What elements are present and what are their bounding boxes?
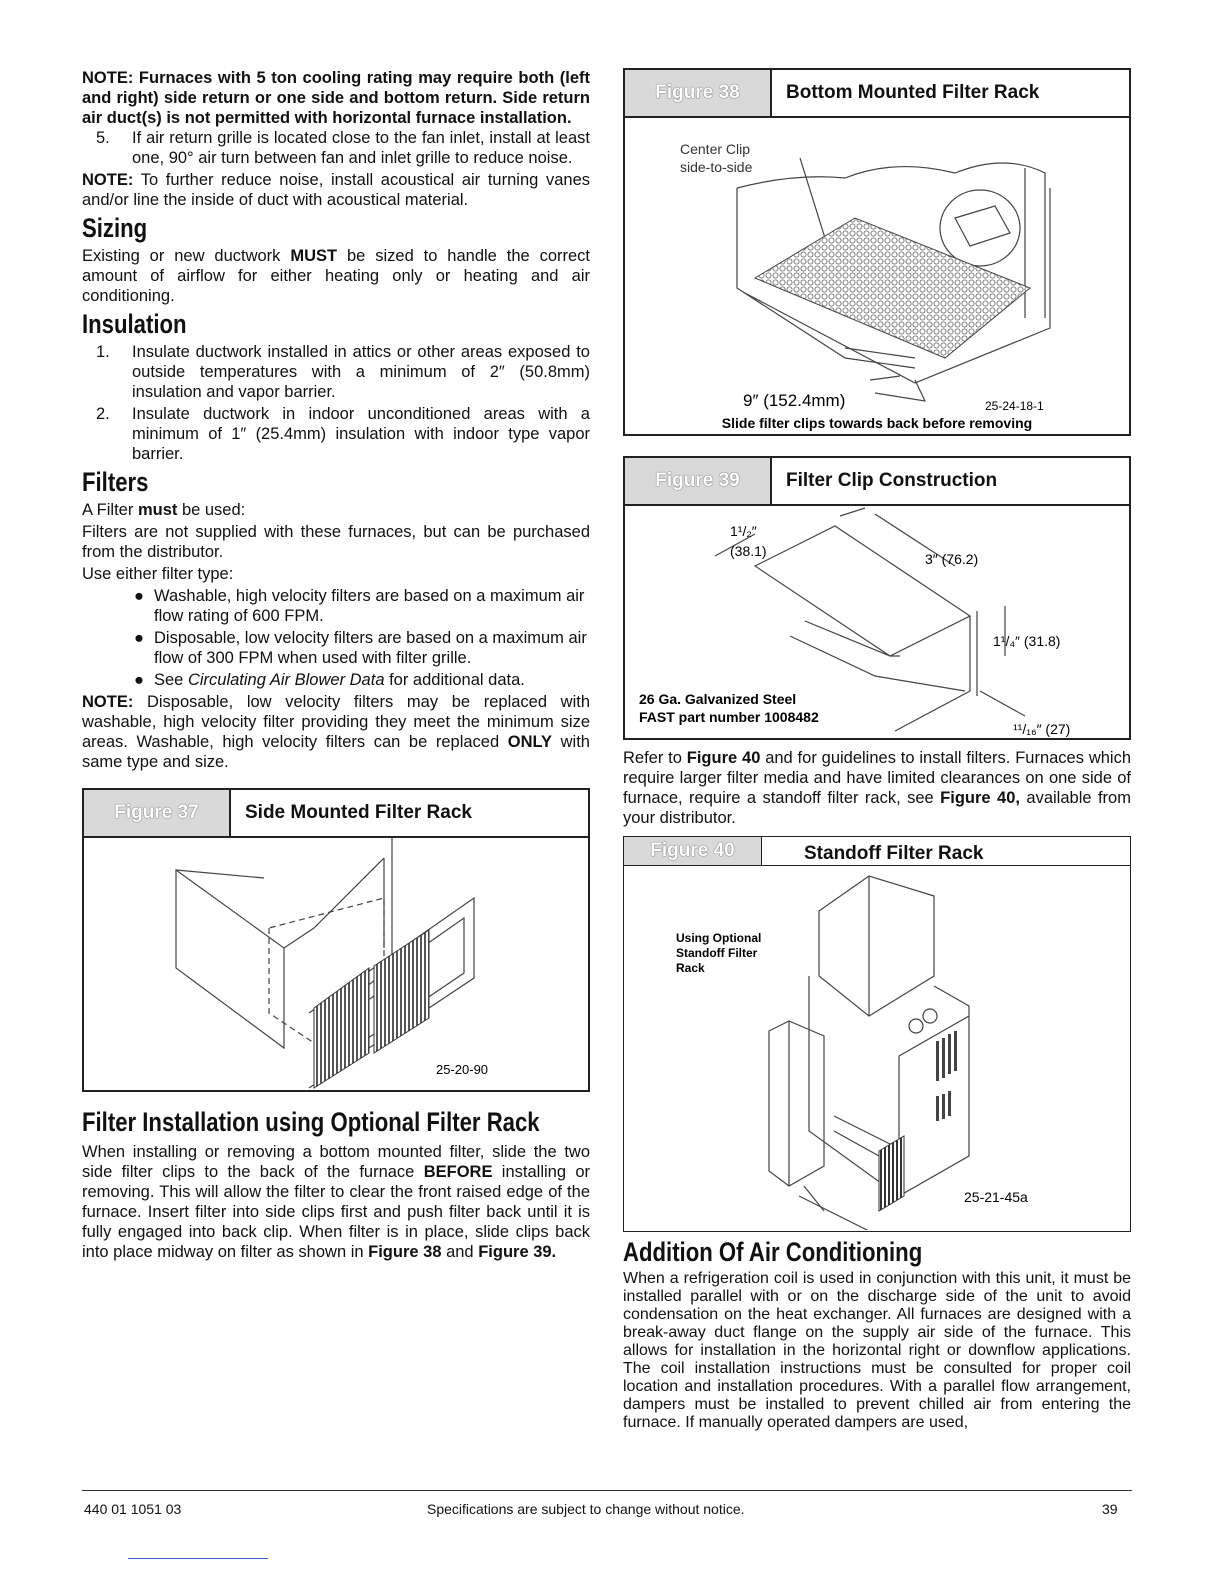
figure-number: Figure 38 xyxy=(625,70,772,116)
part-number-label: FAST part number 1008482 xyxy=(639,709,819,725)
page-number: 39 xyxy=(1102,1501,1118,1517)
heading-air-conditioning: Addition Of Air Conditioning xyxy=(623,1237,923,1267)
figure-title: Side Mounted Filter Rack xyxy=(245,802,472,823)
note-furnace-return: NOTE: Furnaces with 5 ton cooling rating may require both (left and right) side return or one side and bottom return. Side return air duct(s) is not permitted with horizontal furnace installation. xyxy=(82,69,590,127)
figure-header xyxy=(625,70,1129,118)
figure-38-illustration xyxy=(625,118,1129,434)
dimension-11-16in: ¹¹/₁₆″ (27) xyxy=(1013,721,1071,737)
dimension-1-25in: 1¹/₄″ (31.8) xyxy=(993,633,1061,649)
figure-37 xyxy=(82,788,590,1092)
figure-title: Standoff Filter Rack xyxy=(804,843,984,864)
figure-header xyxy=(84,790,588,838)
figure-title: Filter Clip Construction xyxy=(786,470,998,491)
figure-title: Bottom Mounted Filter Rack xyxy=(786,82,1040,103)
ac-paragraph: When a refrigeration coil is used in conjunction with this unit, it must be installed parallel with or on the discharge side of the unit to avoid condensation on the heat exchanger. All furnaces are designed with a break-away duct flange on the supply air side of the furnace. This allows for installation in the horizontal right or downflow applications. The coil installation instructions must be consulted for proper coil location and installation procedures. With a parallel flow arrangement, dampers must be installed to prevent chilled air from entering the furnace. If manually operated dampers are used, xyxy=(623,1270,1131,1431)
figure-39 xyxy=(623,456,1131,740)
figure-header xyxy=(625,458,1129,506)
bullet-item: ● Disposable, low velocity filters are based on a maximum air flow of 300 FPM when used with filter grille. xyxy=(82,628,590,668)
bullet-icon: ● xyxy=(134,671,144,689)
item-number: 5. xyxy=(96,129,110,147)
bullet-item: ● Washable, high velocity filters are based on a maximum air flow rating of 600 FPM. xyxy=(82,586,590,626)
filters-type: Use either filter type: xyxy=(82,565,234,583)
dimension-3in: 3″ (76.2) xyxy=(925,551,979,567)
filters-supplied: Filters are not supplied with these furnaces, but can be purchased from the distributor. xyxy=(82,523,590,561)
heading-filter-installation: Filter Installation using Optional Filter Rack xyxy=(82,1107,540,1137)
figure-37-illustration xyxy=(84,838,588,1090)
refer-paragraph: Refer to Figure 40 and for guidelines to install filters. Furnaces which require larger filter media and have limited clearances on one side of furnace, require a standoff filter rack, see Figure 40, available from your distributor. xyxy=(623,749,1131,827)
document-number: 440 01 1051 03 xyxy=(84,1501,182,1517)
bullet-item: ● See Circulating Air Blower Data for additional data. xyxy=(82,670,590,690)
side-filter-rack-drawing xyxy=(84,838,584,1090)
divider xyxy=(128,1558,268,1559)
right-column xyxy=(623,68,1131,1432)
page-footer xyxy=(82,1490,1132,1517)
material-label: 26 Ga. Galvanized Steel xyxy=(639,691,797,707)
left-column xyxy=(82,68,590,1262)
note-disposable: NOTE: Disposable, low velocity filters may be replaced with washable, high velocity filter providing they meet the minimum size areas. Washable, high velocity filters can be replaced ONLY with same type and size. xyxy=(82,693,590,771)
list-item xyxy=(82,128,590,168)
standoff-filter-rack-drawing xyxy=(624,866,1128,1230)
bullet-icon: ● xyxy=(134,587,144,605)
dimension-38mm: (38.1) xyxy=(730,543,767,559)
label-using-optional: Using Optional xyxy=(676,931,762,945)
label-center-clip: Center Clip xyxy=(680,141,751,157)
label-side-to-side: side-to-side xyxy=(680,159,753,175)
figure-40 xyxy=(623,836,1131,1232)
figure-39-illustration xyxy=(625,506,1129,738)
label-standoff-filter: Standoff Filter xyxy=(676,946,758,960)
note-reduce-noise: NOTE: To further reduce noise, install acoustical air turning vanes and/or line the inside of duct with acoustical material. xyxy=(82,171,590,209)
figure-code: 25-21-45a xyxy=(964,1189,1028,1205)
figure-header xyxy=(624,837,1130,866)
figure-number: Figure 37 xyxy=(84,790,231,836)
bullet-icon: ● xyxy=(134,629,144,647)
list-item: 1. Insulate ductwork installed in attics or other areas exposed to outside temperatures with a minimum of 2″ (50.8mm) insulation and vapor barrier. xyxy=(96,343,590,401)
bottom-filter-rack-drawing xyxy=(625,118,1129,434)
figure-number: Figure 39 xyxy=(625,458,772,504)
figure-code: 25-20-90 xyxy=(436,1062,489,1077)
install-paragraph: When installing or removing a bottom mounted filter, slide the two side filter clips to the back of the furnace BEFORE installing or removing. This will allow the filter to clear the front raised edge of the furnace. Insert filter into side clips first and push filter back until it is fully engaged into back clip. When filter is in place, slide clips back into place midway on filter as shown in Figure 38 and Figure 39. xyxy=(82,1143,591,1261)
figure-38-caption: Slide filter clips towards back before removing xyxy=(721,415,1033,431)
list-item: 2. Insulate ductwork in indoor unconditioned areas with a minimum of 1″ (25.4mm) insulation with indoor type vapor barrier. xyxy=(96,405,590,463)
dimension-1-5in: 1¹/₂″ xyxy=(730,523,757,539)
item-text: If air return grille is located close to the fan inlet, install at least one, 90° air turn between fan and inlet grille to reduce noise. xyxy=(132,129,590,167)
footer-notice: Specifications are subject to change without notice. xyxy=(427,1501,745,1517)
figure-code: 25-24-18-1 xyxy=(985,399,1044,413)
heading-filters: Filters xyxy=(82,467,149,497)
heading-insulation: Insulation xyxy=(82,309,187,339)
figure-40-illustration xyxy=(624,866,1130,1230)
filters-must: A Filter must be used: xyxy=(82,501,246,519)
figure-38 xyxy=(623,68,1131,436)
heading-sizing: Sizing xyxy=(82,213,148,243)
label-rack: Rack xyxy=(676,961,705,975)
filter-clip-drawing xyxy=(625,506,1129,738)
dimension-9in: 9″ (152.4mm) xyxy=(743,391,846,410)
sizing-paragraph: Existing or new ductwork MUST be sized to handle the correct amount of airflow for either heating only or heating and air conditioning. xyxy=(82,247,590,305)
figure-number: Figure 40 xyxy=(624,837,762,865)
